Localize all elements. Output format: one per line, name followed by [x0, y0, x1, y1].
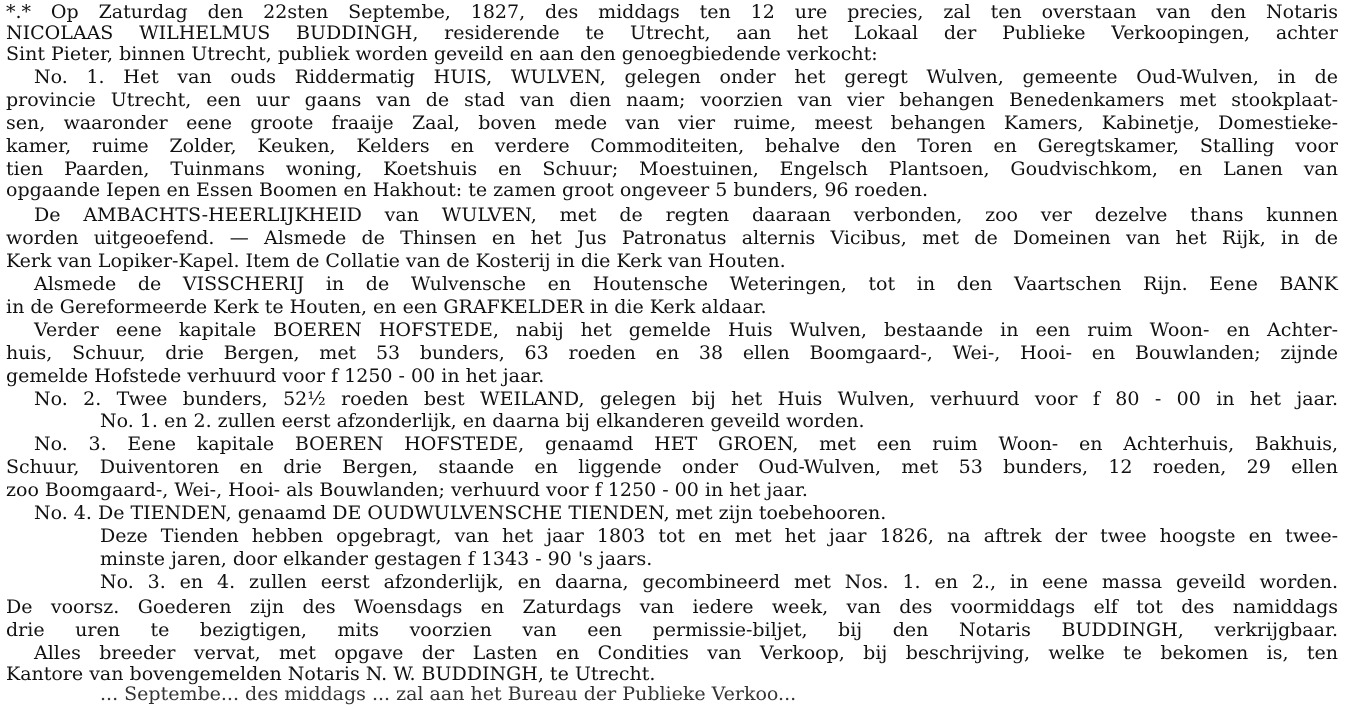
text-line: No. 2. Twee bunders, 52½ roeden best WEILAND, gelegen bij het Huis Wulven, verhuurd voor f 80 - 00 in het jaar. [34, 388, 1338, 410]
text-line: Kerk van Lopiker-Kapel. Item de Collatie van de Kosterij in die Kerk van Houten. [6, 250, 786, 272]
text-line: zoo Boomgaard-, Wei-, Hooi- als Bouwlanden; verhuurd voor f 1250 - 00 in het jaar. [6, 479, 808, 501]
text-line: kamer, ruime Zolder, Keuken, Kelders en verdere Commoditeiten, behalve den Toren en Geregtskamer, Stalling voor [6, 135, 1338, 157]
text-line: in de Gereformeerde Kerk te Houten, en een GRAFKELDER in die Kerk aldaar. [6, 296, 767, 318]
text-line: Deze Tienden hebben opgebragt, van het jaar 1803 tot en met het jaar 1826, na aftrek der twee hoogste en twee- [100, 525, 1338, 547]
text-line: De AMBACHTS-HEERLIJKHEID van WULVEN, met de regten daaraan verbonden, zoo ver dezelve thans kunnen [34, 204, 1338, 226]
text-line: No. 3. Eene kapitale BOEREN HOFSTEDE, genaamd HET GROEN, met een ruim Woon- en Achterhuis, Bakhuis, [34, 433, 1338, 455]
text-line: tien Paarden, Tuinmans woning, Koetshuis en Schuur; Moestuinen, Engelsch Plantsoen, Goudvischkom, en Lanen van [6, 158, 1338, 180]
text-line: Alsmede de VISSCHERIJ in de Wulvensche en Houtensche Weteringen, tot in den Vaartschen Rijn. Eene BANK [34, 273, 1338, 295]
text-line: provincie Utrecht, een uur gaans van de stad van dien naam; voorzien van vier behangen Benedenkamers met stookplaat- [6, 89, 1338, 111]
text-line: No. 3. en 4. zullen eerst afzonderlijk, en daarna, gecombineerd met Nos. 1. en 2., in eene massa geveild worden. [100, 571, 1338, 593]
text-line: No. 4. De TIENDEN, genaamd DE OUDWULVENSCHE TIENDEN, met zijn toebehooren. [34, 502, 887, 524]
text-line: Sint Pieter, binnen Utrecht, publiek worden geveild en aan den genoegbiedende verkocht: [6, 43, 878, 65]
text-line-cut-off: ... Septembe... des middags ... zal aan het Bureau der Publieke Verkoo... [100, 683, 797, 705]
text-line: Kantore van bovengemelden Notaris N. W. BUDDINGH, te Utrecht. [6, 663, 656, 685]
text-line: De voorsz. Goederen zijn des Woensdags en Zaturdags van iedere week, van des voormiddags elf tot des namiddags [6, 596, 1338, 618]
text-line: minste jaren, door elkander gestagen f 1343 - 90 's jaars. [100, 548, 653, 570]
text-line: opgaande Iepen en Essen Boomen en Hakhout: te zamen groot ongeveer 5 bunders, 96 roeden. [6, 179, 929, 201]
text-line: Schuur, Duiventoren en drie Bergen, staande en liggende onder Oud-Wulven, met 53 bunders, 12 roeden, 29 ellen [6, 456, 1338, 478]
text-line: sen, waaronder eene groote fraaije Zaal, boven mede van vier ruime, meest behangen Kamers, Kabinetje, Domestieke- [6, 112, 1338, 134]
text-line: huis, Schuur, drie Bergen, met 53 bunders, 63 roeden en 38 ellen Boomgaard-, Wei-, Hooi- en Bouwlanden; zijnde [6, 342, 1338, 364]
text-line: worden uitgeoefend. — Alsmede de Thinsen en het Jus Patronatus alternis Vicibus, met de Domeinen van het Rijk, in de [6, 227, 1338, 249]
text-line: NICOLAAS WILHELMUS BUDDINGH, residerende te Utrecht, aan het Lokaal der Publieke Verkoopingen, achter [6, 22, 1338, 44]
text-line: *.* Op Zaturdag den 22sten Septembe, 1827, des middags ten 12 ure precies, zal ten overstaan van den Notaris [6, 1, 1338, 23]
text-line: No. 1. en 2. zullen eerst afzonderlijk, en daarna bij elkanderen geveild worden. [100, 410, 865, 432]
text-line: gemelde Hofstede verhuurd voor f 1250 - 00 in het jaar. [6, 365, 545, 387]
text-line: drie uren te bezigtigen, mits voorzien van een permissie-biljet, bij den Notaris BUDDINGH, verkrijgbaar. [6, 619, 1338, 641]
text-line: Alles breeder vervat, met opgave der Lasten en Condities van Verkoop, bij beschrijving, welke te bekomen is, ten [34, 642, 1338, 664]
text-line: Verder eene kapitale BOEREN HOFSTEDE, nabij het gemelde Huis Wulven, bestaande in een ruim Woon- en Achter- [34, 319, 1338, 341]
text-line: No. 1. Het van ouds Riddermatig HUIS, WULVEN, gelegen onder het geregt Wulven, gemeente Oud-Wulven, in de [34, 66, 1338, 88]
